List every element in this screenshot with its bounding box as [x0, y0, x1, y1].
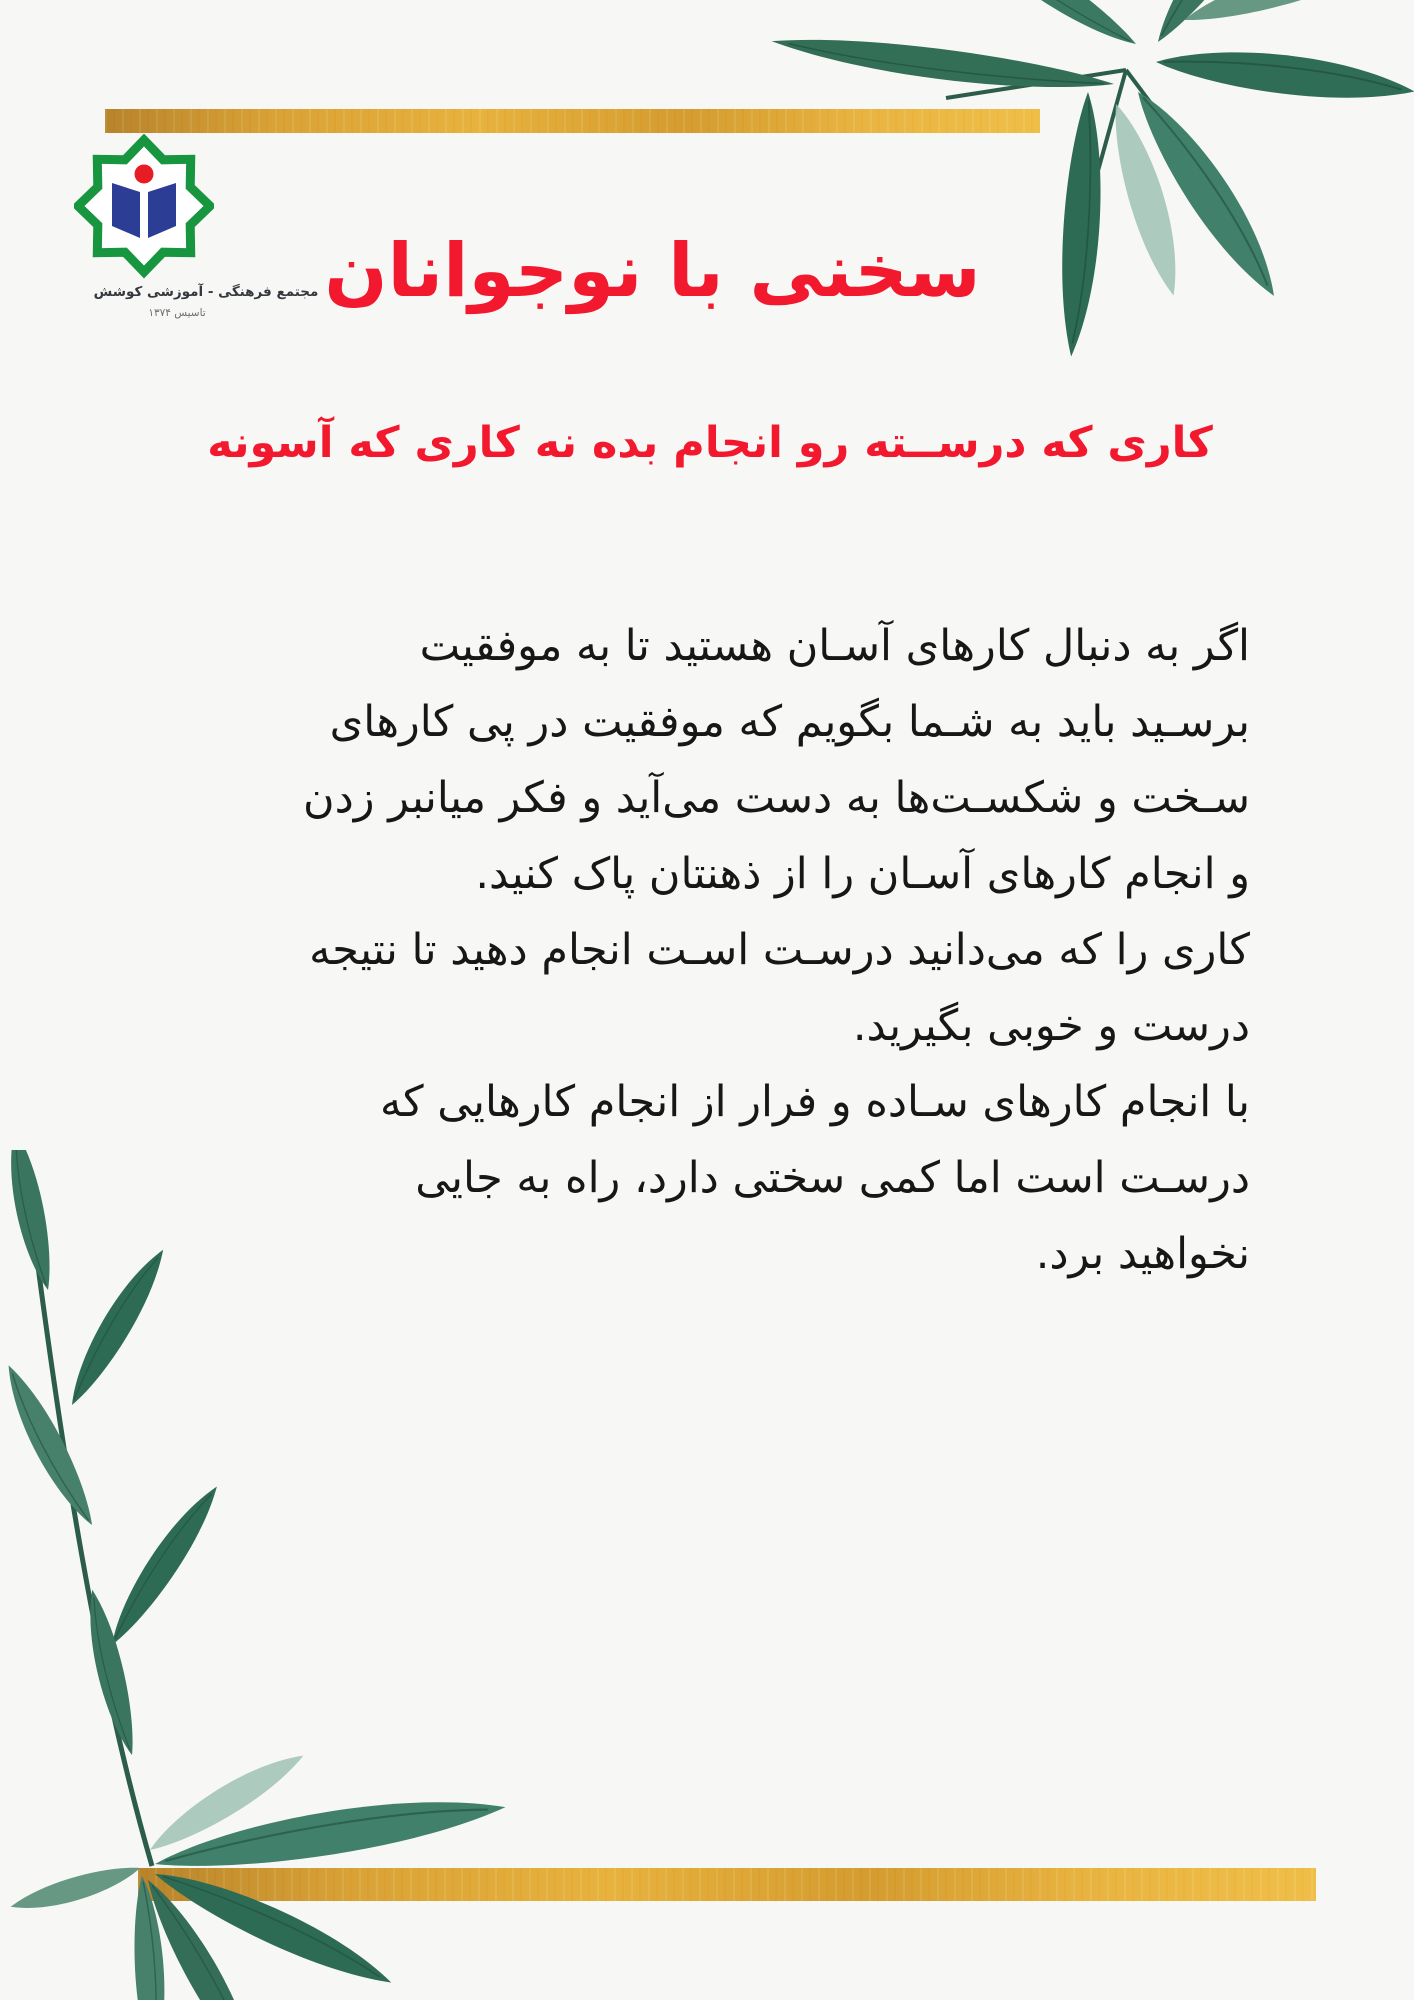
- page-title: سخنی با نوجوانان: [324, 228, 981, 314]
- logo-org-name: مجتمع فرهنگی - آموزشی کوشش: [93, 284, 319, 300]
- body-line: اگر به دنبال کارهای آسـان هستید تا به موفقیت: [419, 621, 1250, 671]
- body-line: کاری را که می‌دانید درسـت اسـت انجام دهید تا نتیجه: [309, 925, 1250, 975]
- body-line: درسـت است اما کمی سختی دارد، راه به جایی: [415, 1153, 1250, 1203]
- body-line: درست و خوبی بگیرید.: [852, 1001, 1250, 1051]
- body-line: با انجام کارهای سـاده و فرار از انجام کارهایی که: [380, 1077, 1250, 1127]
- body-line: سـخت و شکسـت‌ها به دست می‌آید و فکر میانبر زدن: [303, 773, 1250, 823]
- logo-established: تاسیس ۱۳۷۴: [148, 307, 206, 319]
- body-line: برسـید باید به شـما بگویم که موفقیت در پی کارهای: [329, 697, 1250, 747]
- page-subtitle: کاری که درســته رو انجام بده نه کاری که آسونه: [207, 418, 1213, 468]
- body-line: و انجام کارهای آسـان را از ذهنتان پاک کنید.: [475, 849, 1250, 899]
- gold-bar-top: [105, 109, 1040, 133]
- body-paragraph: [120, 608, 1250, 1292]
- body-line: نخواهید برد.: [1035, 1229, 1250, 1279]
- gold-bar-bottom: [138, 1868, 1316, 1901]
